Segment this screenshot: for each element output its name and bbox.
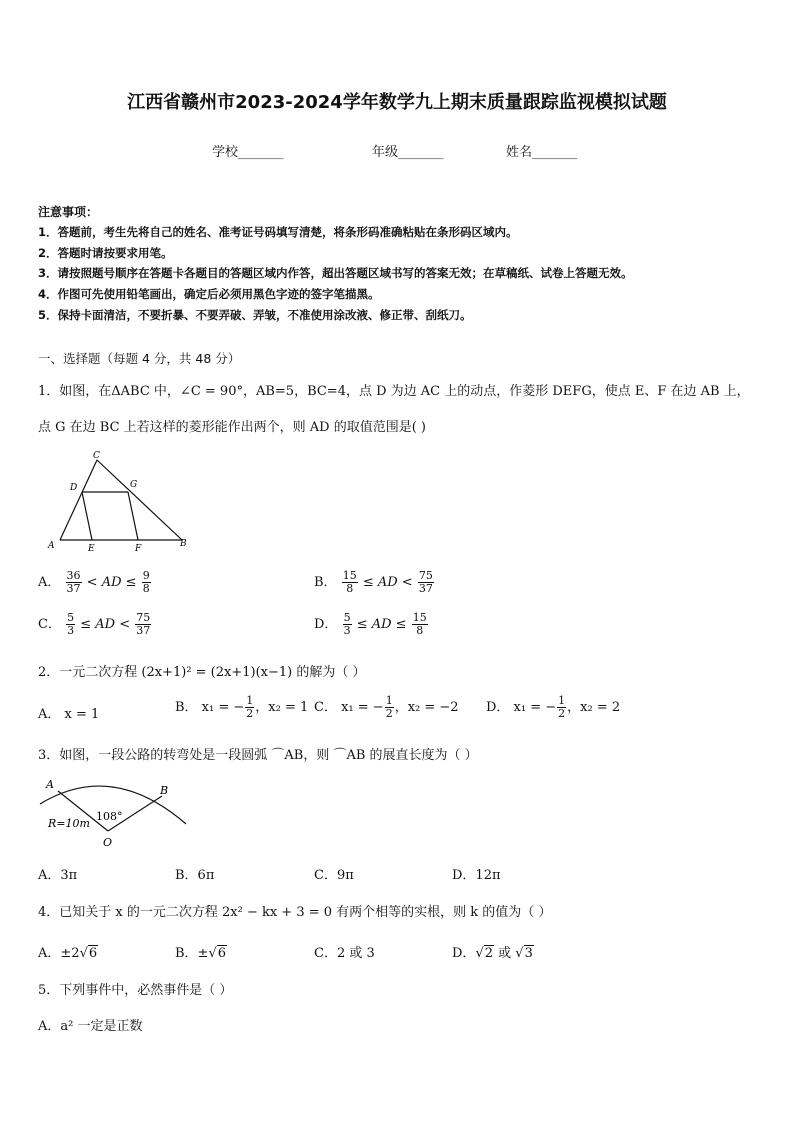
q2-stem: 2．一元二次方程 (2x+1)² = (2x+1)(x−1) 的解为（ ） [38,665,366,680]
label-A: A [48,541,55,551]
label-O: O [103,836,113,849]
label-B: B [160,784,169,797]
q4-stem: 4．已知关于 x 的一元二次方程 2x² − kx + 3 = 0 有两个相等的实根，则 k 的值为（ ） [38,905,552,920]
q5-stem: 5．下列事件中，必然事件是（ ） [38,983,233,998]
label-A: A [46,778,54,791]
label-C: C [93,451,100,461]
radius-label: R=10m [48,817,90,830]
note-item: 5．保持卡面清洁，不要折暴、不要弄破、弄皱，不准使用涂改液、修正带、刮纸刀。 [38,308,472,322]
q1-option-a: A． $\frac{36}{37}$ < AD ≤ $\frac{9}{8}$ [38,569,150,595]
notes-heading: 注意事项： [38,205,99,219]
note-item: 3．请按照题号顺序在答题卡各题目的答题区域内作答，超出答题区域书写的答案无效；在草稿纸、试卷上答题无效。 [38,266,633,280]
note-item: 2．答题时请按要求用笔。 [38,246,173,260]
q5-option-a: A．a² 一定是正数 [38,1019,143,1034]
label-G: G [130,480,138,490]
q2-option-c: C． x₁ = − $\frac{1}{2}$ ，x₂ = −2 [314,694,459,720]
section-heading: 一、选择题（每题 4 分，共 48 分） [38,351,241,366]
q4-option-d: D．√2 或 √3 [452,946,533,961]
label-F: F [135,544,142,554]
note-item: 4．作图可先使用铅笔画出，确定后必须用黑色字迹的签字笔描黑。 [38,287,380,301]
q2-option-a: A． x = 1 [38,707,100,722]
q4-option-c: C．2 或 3 [314,946,375,961]
q1-option-b: B． $\frac{15}{8}$ ≤ AD < $\frac{75}{37}$ [314,569,433,595]
q3-option-c: C．9π [314,868,354,883]
q3-option-a: A．3π [38,868,78,883]
q3-option-d: D．12π [452,868,501,883]
q1-triangle-figure [40,446,200,558]
label-B: B [180,539,187,549]
name-field: 姓名_______ [506,145,578,160]
q3-arc-figure [36,774,192,854]
q4-option-b: B．±√6 [175,946,227,961]
grade-field: 年级_______ [372,145,444,160]
q2-option-b: B． x₁ = − $\frac{1}{2}$ ，x₂ = 1 [175,694,309,720]
angle-label: 108° [96,810,123,823]
q1-stem-line1: 1．如图，在ΔABC 中，∠C = 90°，AB=5，BC=4，点 D 为边 AC 上的动点，作菱形 DEFG，使点 E、F 在边 AB 上， [38,384,750,399]
q1-option-d: D． $\frac{5}{3}$ ≤ AD ≤ $\frac{15}{8}$ [314,611,427,637]
q4-option-a: A．±2√6 [38,946,98,961]
q2-option-d: D． x₁ = − $\frac{1}{2}$ ，x₂ = 2 [486,694,621,720]
q3-stem: 3．如图，一段公路的转弯处是一段圆弧 ⌒AB，则 ⌒AB 的展直长度为（ ） [38,748,478,763]
label-D: D [70,483,78,493]
school-field: 学校_______ [212,145,284,160]
q1-stem-line2: 点 G 在边 BC 上若这样的菱形能作出两个，则 AD 的取值范围是( ) [38,420,427,435]
q1-option-c: C． $\frac{5}{3}$ ≤ AD < $\frac{75}{37}$ [38,611,151,637]
note-item: 1．答题前，考生先将自己的姓名、准考证号码填写清楚，将条形码准确粘贴在条形码区域内。 [38,225,518,239]
q3-option-b: B．6π [175,868,215,883]
page-title: 江西省赣州市2023-2024学年数学九上期末质量跟踪监视模拟试题 [127,92,667,113]
label-E: E [88,544,95,554]
